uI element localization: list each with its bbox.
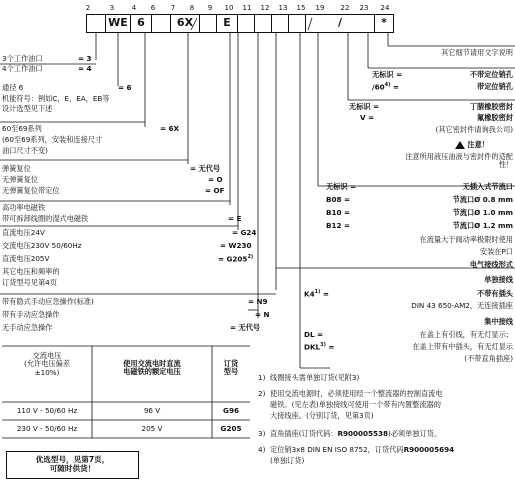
pos-number: 12 (260, 4, 270, 12)
note-2-line2: 磁铁。(见左表)单独接线可使用一个带有内置整流器的 (270, 400, 441, 409)
ports-4-label: 4个工作油口 (2, 64, 43, 73)
solenoid-code: = E (228, 214, 242, 223)
spring-code: = 无代号 (190, 164, 221, 173)
pos-number: 23 (359, 4, 369, 12)
pos-number: 19 (315, 4, 325, 12)
other-voltage-label: 其它电压和频率的 (2, 267, 60, 276)
note-2-line3: 大接线座。(分别订货，见第3页) (270, 411, 374, 420)
note-4-sub: (单独订货) (270, 456, 305, 465)
series-code: = 6X (160, 124, 180, 133)
note-title: 注意！ (455, 141, 489, 149)
note-4-number: 4) (258, 445, 266, 454)
table-row-dc: 205 V (141, 424, 163, 433)
table-header-ac: 交流电压 (允许电压偏差 ±10%) (24, 351, 70, 377)
code-cell-other: * (374, 14, 394, 33)
dc205-code: = $G205^{2)}$ (218, 254, 254, 264)
symbol-label: 机能符号：例如C，E，EA，EB等 (2, 94, 110, 103)
note-2-number: 2) (258, 389, 266, 398)
code-cell-we: WE (105, 14, 131, 33)
preferred-line2: 可随时供货！ (49, 464, 96, 473)
code-cell (288, 14, 306, 33)
manual-override-hidden-label: 带有隐式手动应急操作(标准) (2, 297, 94, 306)
note-3-number: 3) (258, 429, 266, 438)
series-label: 60至69系列 (2, 124, 42, 133)
dl-desc: 在盖上有引线，有无灯显示； (419, 330, 513, 339)
single-connection-title: 单独接线 (484, 275, 513, 284)
note-3: 直角插座(订货代码：R900005538)必须单独订货。 (270, 429, 442, 438)
table-row-ac: 110 V - 50/60 Hz (16, 406, 78, 415)
dc24-code: = G24 (232, 228, 257, 237)
code-cell-slash: / (305, 14, 375, 33)
pos-number: 13 (278, 4, 288, 12)
note-1: 线圈接头需单独订货(见附3) (270, 373, 360, 382)
no-pin-code: 无标识 = (372, 70, 403, 79)
pos-number: 8 (189, 4, 195, 12)
nbr-seal-code: 无标识 = (349, 102, 380, 111)
pos-number: 6 (150, 4, 156, 12)
flow-note: 在流量大于阀动率极限时使用 (419, 235, 513, 244)
note-4: 定位销3x8 DIN EN ISO 8752，订货代码R900005694 (270, 445, 455, 454)
pos-number: 15 (296, 4, 306, 12)
pos-number: 22 (340, 4, 350, 12)
code-cell-series: 6X (170, 14, 200, 33)
b10-code: B10 = (326, 208, 351, 217)
manual-override-code: = N (255, 310, 270, 319)
manual-override-label: 带有手动应急操作 (2, 310, 60, 319)
flow-note-2: 安装在P口 (479, 247, 513, 256)
pos-number: 2 (85, 4, 91, 12)
nospring-label: 无弹簧复位 (2, 175, 38, 184)
b08-desc: 节流口Ø 0.8 mm (452, 195, 513, 204)
no-manual-override-label: 无手动应急操作 (2, 323, 53, 332)
table-header-dc: 使用交流电时直流 电磁铁的额定电压 (123, 359, 181, 377)
solenoid-desc: 带可拆卸线圈的湿式电磁铁 (2, 214, 89, 223)
other-details-label: 其它细节请用文字说明 (441, 48, 513, 57)
fkm-seal-desc: 氟橡胶密封 (477, 113, 513, 122)
pos-number: 9 (207, 4, 213, 12)
nospring-detent-label: 无弹簧复位带定位 (2, 186, 60, 195)
dl-code: DL = (304, 330, 324, 339)
no-throttle-desc: 无插入式节流口 (462, 182, 513, 191)
code-cell (254, 14, 272, 33)
dc205-label: 直流电压205V (2, 254, 50, 263)
table-row-ac: 230 V - 50/60 Hz (16, 424, 78, 433)
b08-code: B08 = (326, 195, 351, 204)
code-cell (237, 14, 255, 33)
series-note: (60至69系列，安装和连接尺寸 (2, 135, 103, 144)
code-cell-size: 6 (130, 14, 152, 33)
dkl-desc: 在盖上带有中插头，有无灯显示 (412, 342, 513, 351)
no-throttle-code: 无标识 = (326, 182, 357, 191)
ports-3-code: = 3 (78, 54, 92, 63)
code-cell (271, 14, 289, 33)
no-manual-override-code: = 无代号 (230, 323, 261, 332)
preferred-line1: 优选型号，见第7页， (35, 455, 110, 465)
solenoid-label: 高功率电磁铁 (2, 203, 46, 212)
pin-desc: 带定位销孔 (477, 82, 513, 91)
pos-number: 10 (224, 4, 234, 12)
table-row-code: G96 (223, 406, 239, 415)
b10-desc: 节流口Ø 1.0 mm (452, 208, 513, 217)
central-connection-title: 集中接线 (484, 317, 513, 326)
nospring-code: = O (208, 175, 223, 184)
series-note-2: 油口尺寸不变) (2, 146, 48, 155)
code-cell-solenoid: E (216, 14, 238, 33)
b12-code: B12 = (326, 221, 351, 230)
dkl-note: (不带直角插座) (464, 354, 513, 363)
dc24-label: 直流电压24V (2, 228, 45, 237)
symbol-note: 设计选型见下述 (2, 104, 53, 113)
dkl-code: $DKL^{3)}$ = (304, 342, 335, 352)
k4-code: $K4^{1)}$ = (304, 289, 329, 299)
no-pin-desc: 不带定位销孔 (469, 70, 513, 79)
pos-number: 4 (131, 4, 137, 12)
code-cell (199, 14, 217, 33)
pos-number: 3 (109, 4, 115, 12)
k4-standard: DIN 43 650-AM2，无连接插座 (411, 301, 513, 310)
pin-code: $/60^{4)}$ = (372, 82, 399, 92)
connection-title: 电气接线形式 (469, 260, 513, 269)
preferred-types-box (6, 451, 139, 479)
k4-desc: 不带有插头 (477, 289, 513, 298)
b12-desc: 节流口Ø 1.2 mm (452, 221, 513, 230)
table-header-code: 订货 型号 (223, 359, 239, 377)
note-text: 注意所用液压油液与密封件的适配性！ (405, 152, 513, 170)
ports-4-code: = 4 (78, 64, 92, 73)
size-code: = 6 (118, 83, 132, 92)
nbr-seal-desc: 丁腈橡胶密封 (469, 102, 513, 111)
ports-3-label: 3个工作油口 (2, 54, 43, 63)
pos-number: 24 (380, 4, 390, 12)
warning-icon (455, 141, 465, 149)
fkm-seal-code: V = (360, 113, 375, 122)
nospring-detent-code: = OF (205, 186, 225, 195)
ac230-code: = W230 (220, 241, 252, 250)
seal-note: (其它密封件请询我公司) (435, 125, 513, 134)
table-row-code: G205 (220, 424, 242, 433)
pos-number: 11 (242, 4, 252, 12)
spring-label: 弹簧复位 (2, 164, 31, 173)
note-2-line1: 使用交流电源时，必须使用经一个整流器的控制直流电 (270, 389, 443, 398)
pos-number: 7 (170, 4, 176, 12)
code-cell (151, 14, 171, 33)
ac230-label: 交流电压230V 50/60Hz (2, 241, 82, 250)
manual-override-hidden-code: = N9 (248, 297, 268, 306)
note-1-number: 1) (258, 373, 266, 382)
other-voltage-note: 订货型号见第4页 (2, 278, 57, 287)
code-cell (86, 14, 106, 33)
size-label: 通径 6 (2, 83, 24, 92)
table-row-dc: 96 V (143, 406, 161, 415)
